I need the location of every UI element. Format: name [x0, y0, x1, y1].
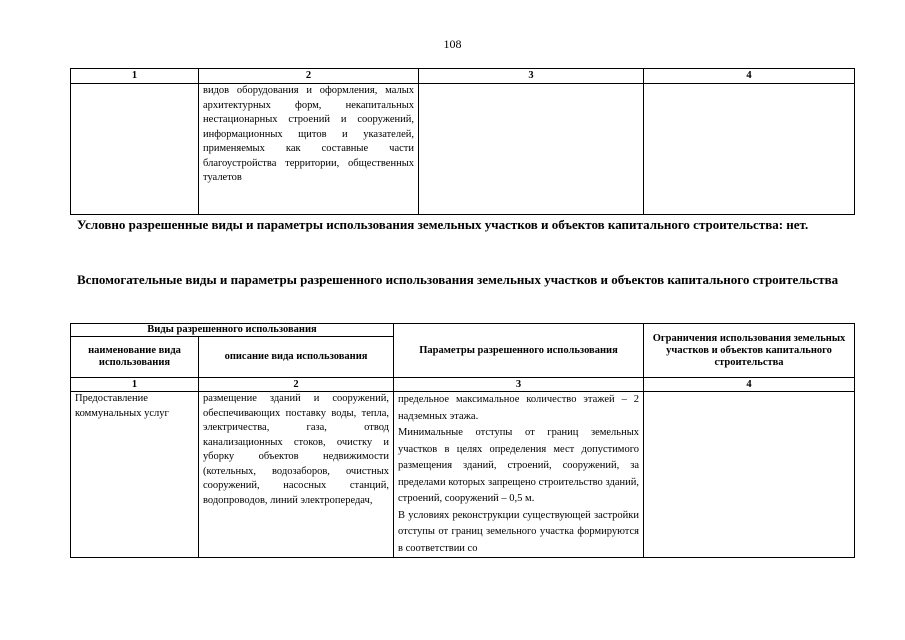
header-parameters: Параметры разрешенного использования — [394, 324, 644, 378]
cell-col1 — [71, 84, 199, 215]
conditional-uses-heading: Условно разрешенные виды и параметры использования земельных участков и объектов капитального строительства: нет. — [77, 217, 809, 232]
column-number-1: 1 — [71, 69, 199, 84]
cell-col3 — [419, 84, 644, 215]
parameter-reconstruction: В условиях реконструкции существующей застройки отступы от границ земельного участка формируются в соответствии со — [398, 509, 640, 554]
cell-use-description: размещение зданий и сооружений, обеспечивающих поставку воды, тепла, электричества, газа, отвод канализационных стоков, очистку и уборку объектов недвижимости (котельных, водозаборов, очистных сооружений, насосных станций, водопроводов, линий электропередач, — [199, 392, 394, 558]
column-number-3: 3 — [419, 69, 644, 84]
table-row — [71, 84, 855, 215]
cell-description: видов оборудования и оформления, малых архитектурных форм, некапитальных нестационарных строений и сооружений, информационных щитов и указателей, применяемых как составные части благоустройства территории, общественных туалетов — [199, 84, 419, 215]
header-permitted-uses: Виды разрешенного использования — [71, 324, 394, 337]
column-number-3: 3 — [394, 378, 644, 392]
continued-table — [70, 68, 855, 215]
column-number-row — [71, 378, 855, 392]
column-number-row — [71, 69, 855, 84]
parameter-min-setbacks: Минимальные отступы от границ земельных участков в целях определения мест допустимого размещения зданий, строений, сооружений, за пределами которых запрещено строительство зданий, строений, сооружений – 0,5 м. — [398, 427, 640, 504]
column-number-1: 1 — [71, 378, 199, 392]
parameter-max-floors: предельное максимальное количество этажей – 2 надземных этажа. — [398, 394, 640, 422]
header-use-description: описание вида использования — [199, 337, 394, 378]
auxiliary-uses-heading: Вспомогательные виды и параметры разрешенного использования земельных участков и объектов капитального строительства — [77, 272, 839, 287]
cell-restrictions — [644, 392, 855, 558]
cell-col4 — [644, 84, 855, 215]
page-number: 108 — [443, 37, 462, 51]
auxiliary-uses-table — [70, 323, 855, 558]
header-restrictions: Ограничения использования земельных участков и объектов капитального строительства — [644, 324, 855, 378]
column-number-2: 2 — [199, 378, 394, 392]
column-number-4: 4 — [644, 378, 855, 392]
header-row-group — [71, 324, 855, 337]
table-row — [71, 392, 855, 558]
cell-use-name: Предоставление коммунальных услуг — [71, 392, 199, 558]
column-number-4: 4 — [644, 69, 855, 84]
cell-parameters — [394, 392, 644, 558]
column-number-2: 2 — [199, 69, 419, 84]
header-use-name: наименование вида использования — [71, 337, 199, 378]
